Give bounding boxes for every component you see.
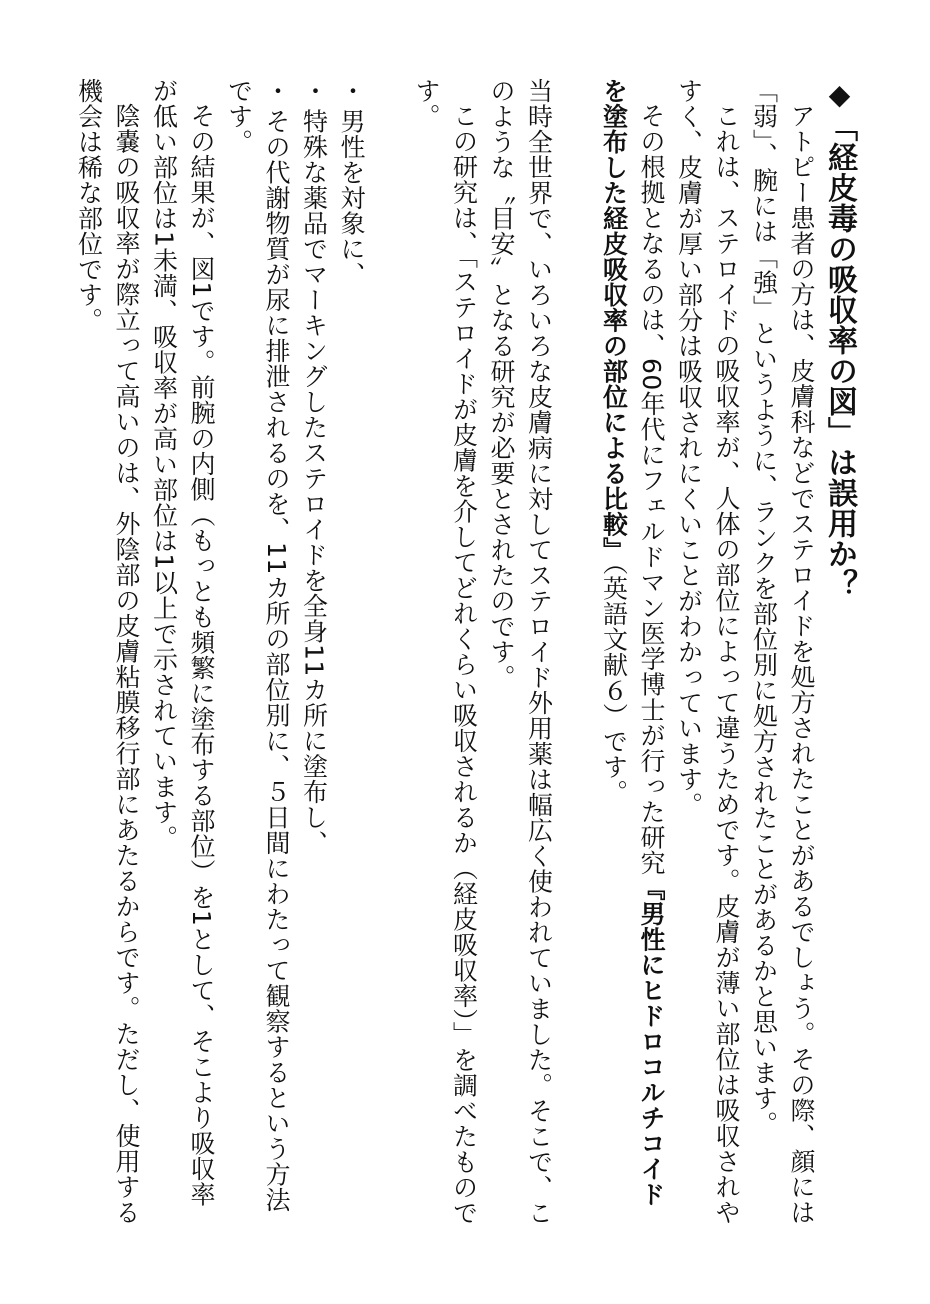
list-item bbox=[333, 78, 371, 1228]
list-item-text: 男性を対象に、 bbox=[337, 108, 366, 287]
bullet-icon: ・ bbox=[337, 78, 366, 104]
study-title: 『男性にヒドロコルチコイドを塗布した経皮吸収率の部位による比較』 bbox=[599, 78, 666, 1207]
paragraph-result: その結果が、図1です。前腕の内側（もっとも頻繁に塗布する部位）を1として、そこより吸収率が低い部位は1未満、吸収率が高い部位は1以上で示されています。 bbox=[149, 78, 216, 1207]
paragraph-basis bbox=[595, 78, 670, 1228]
list-item bbox=[295, 78, 333, 1228]
paragraph-intro: アトピー患者の方は、皮膚科などでステロイドを処方されたことがあるでしょう。その際、顔には「弱」、腕には「強」というように、ランクを部位別に処方されたことがあるかと思います。 bbox=[749, 78, 816, 1225]
paragraph-context: 当時全世界で、いろいろな皮膚病に対してステロイド外用薬は幅広く使われていました。そこで、このような〝目安〟となる研究が必要とされたのです。 bbox=[487, 78, 554, 1226]
bullet-icon: ・ bbox=[262, 78, 291, 104]
paragraph-scrotum: 陰嚢の吸収率が際立って高いのは、外陰部の皮膚粘膜移行部にあたるからです。ただし、使用する機会は稀な部位です。 bbox=[74, 78, 141, 1225]
method-list bbox=[220, 78, 370, 1228]
basis-text: その根拠となるのは、60年代にフェルドマン医学博士が行った研究 bbox=[637, 103, 666, 876]
paragraph-explanation: これは、ステロイドの吸収率が、人体の部位によって違うためです。皮膚が薄い部位は吸収されやすく、皮膚が厚い部分は吸収されにくいことがわかっています。 bbox=[674, 78, 741, 1225]
paragraph-study: この研究は、「ステロイドが皮膚を介してどれくらい吸収されるか（経皮吸収率）」を調べたものです。 bbox=[412, 78, 479, 1226]
section-heading bbox=[820, 78, 858, 1218]
diamond-icon: ◆ bbox=[823, 78, 856, 112]
bullet-icon: ・ bbox=[299, 78, 329, 104]
basis-reference: （英語文献６）です。 bbox=[599, 562, 629, 805]
article-body bbox=[70, 78, 858, 1228]
heading-text: 「経皮毒の吸収率の図」は誤用か？ bbox=[822, 111, 857, 600]
list-item-text: 特殊な薬品でマーキングしたステロイドを全身11カ所に塗布し、 bbox=[299, 108, 329, 856]
list-item bbox=[220, 78, 295, 1228]
list-item-text: その代謝物質が尿に排泄されるのを、11カ所の部位別に、５日間にわたって観察するという方法です。 bbox=[224, 78, 291, 1213]
